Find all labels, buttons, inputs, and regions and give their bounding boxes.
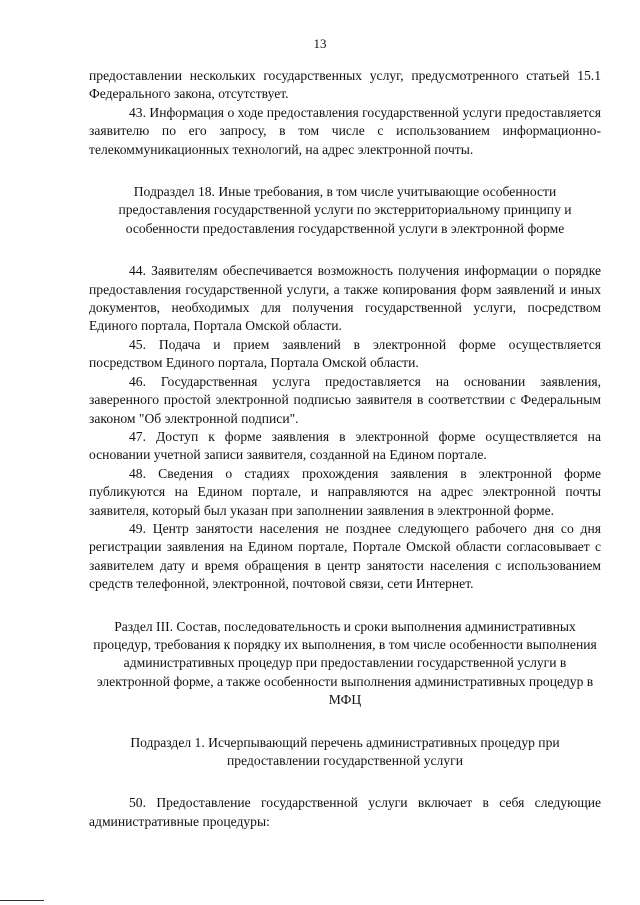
section-spacer (89, 770, 601, 794)
paragraph: 44. Заявителям обеспечивается возможность получения информации о порядке предоставления государственной услуги, а также копирования форм заявлений и иных документов, необходимых для получения государственной услуги, посредством Единого портала, Портала Омской области. (89, 263, 601, 334)
document-body (89, 67, 601, 831)
section-spacer (89, 594, 601, 618)
paragraph: 50. Предоставление государственной услуги включает в себя следующие административные процедуры: (89, 795, 601, 829)
paragraph: 43. Информация о ходе предоставления государственной услуги предоставляется заявителю по его запросу, в том числе с использованием информационно-телекоммуникационных технологий, на адрес электронной почты. (89, 104, 601, 157)
page-number: 13 (313, 36, 327, 51)
section-spacer (89, 159, 601, 183)
page-edge-rule (0, 900, 44, 901)
section-spacer (89, 238, 601, 262)
section-spacer (89, 710, 601, 734)
section-heading: Подраздел 18. Иные требования, в том числе учитывающие особенности предоставления государственной услуги по экстерриториальному принципу и особенности предоставления государственной услуги в электронной форме (118, 184, 572, 236)
section-heading: Подраздел 1. Исчерпывающий перечень административных процедур при предоставлении государственной услуги (130, 734, 560, 768)
paragraph: 47. Доступ к форме заявления в электронной форме осуществляется на основании учетной записи заявителя, созданной на Едином портале. (89, 428, 601, 463)
paragraph: 46. Государственная услуга предоставляется на основании заявления, заверенного простой электронной подписью заявителя в соответствии с Федеральным законом "Об электронной подписи". (89, 373, 601, 426)
paragraph: 45. Подача и прием заявлений в электронной форме осуществляется посредством Единого портала, Портала Омской области. (89, 336, 601, 371)
paragraph: 48. Сведения о стадиях прохождения заявления в электронной форме публикуются на Едином портале, и направляются на адрес электронной почты заявителя, который был указан при заполнении заявления в электронной форме. (89, 465, 601, 518)
paragraph: 49. Центр занятости населения не позднее следующего рабочего дня со дня регистрации заявления на Едином портале, Портале Омской области согласовывает с заявителем дату и время обращения в центр занятости населения с использованием средств телефонной, электронной, почтовой связи, сети Интернет. (89, 520, 601, 592)
paragraph: предоставлении нескольких государственных услуг, предусмотренного статьей 15.1 Федерального закона, отсутствует. (89, 68, 601, 102)
section-heading: Раздел III. Состав, последовательность и сроки выполнения административных процедур, требования к порядку их выполнения, в том числе особенности выполнения административных процедур при предоставлении государственной услуги в электронной форме, а также особенности выполнения административных процедур в МФЦ (93, 618, 597, 708)
